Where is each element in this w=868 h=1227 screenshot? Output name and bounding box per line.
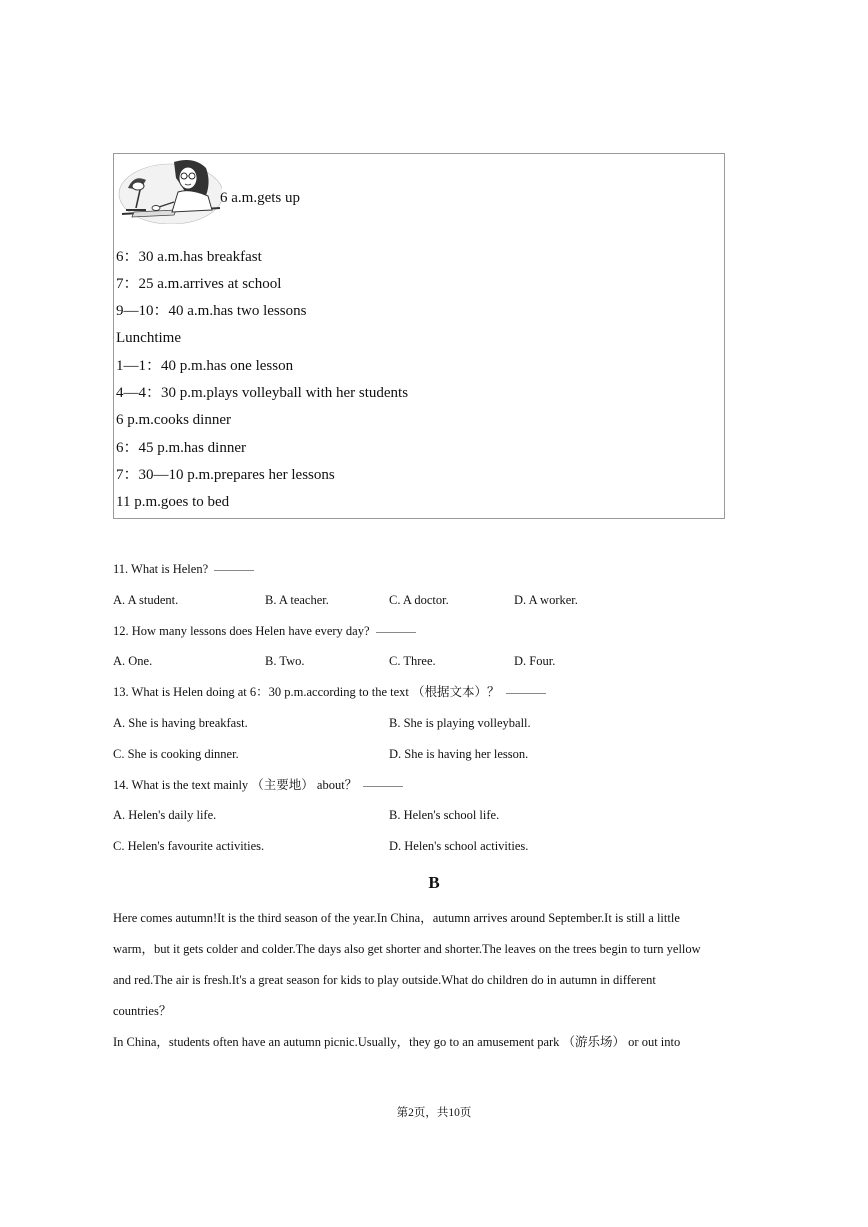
option-a: A. Helen's daily life.	[113, 808, 217, 822]
section-heading: B	[428, 873, 440, 892]
question-11	[113, 561, 254, 577]
schedule-item: 9—10：40 a.m.has two lessons	[116, 303, 307, 319]
answer-blank[interactable]	[363, 785, 403, 787]
option-c: C. Helen's favourite activities.	[113, 839, 265, 853]
page-number: 第2页，共10页	[396, 1107, 472, 1119]
schedule-item: 6 a.m.gets up	[220, 190, 300, 206]
answer-blank[interactable]	[506, 692, 546, 694]
option-c: C. She is cooking dinner.	[113, 747, 239, 761]
schedule-item: 1—1：40 p.m.has one lesson	[116, 358, 294, 374]
question-stem: 12. How many lessons does Helen have every day?	[113, 624, 370, 638]
passage-line: Here comes autumn!It is the third season of the year.In China，autumn arrives around September.It is still a little	[113, 911, 680, 925]
option-a: A. She is having breakfast.	[113, 716, 248, 730]
question-stem: 13. What is Helen doing at 6：30 p.m.according to the text （根据文本）？	[113, 685, 500, 699]
option-d: D. Four.	[514, 654, 556, 668]
question-14	[113, 777, 403, 793]
question-stem: 11. What is Helen?	[113, 562, 209, 576]
option-b: B. She is playing volleyball.	[389, 716, 531, 730]
option-a: A. A student.	[113, 593, 179, 607]
answer-blank[interactable]	[376, 631, 416, 633]
option-b: B. Helen's school life.	[389, 808, 500, 822]
passage-line: countries？	[113, 1004, 172, 1018]
option-a: A. One.	[113, 654, 153, 668]
option-b: B. Two.	[265, 654, 305, 668]
schedule-box	[113, 153, 725, 519]
question-13	[113, 684, 546, 700]
passage-line: and red.The air is fresh.It's a great season for kids to play outside.What do children do in autumn in different	[113, 973, 656, 987]
option-c: C. Three.	[389, 654, 436, 668]
schedule-item: 7：30—10 p.m.prepares her lessons	[116, 467, 335, 483]
schedule-item: 11 p.m.goes to bed	[116, 494, 230, 510]
schedule-item: 6：45 p.m.has dinner	[116, 440, 246, 456]
passage-line: warm，but it gets colder and colder.The days also get shorter and shorter.The leaves on the trees begin to turn yellow	[113, 942, 701, 956]
option-d: D. She is having her lesson.	[389, 747, 529, 761]
schedule-item: 6：30 a.m.has breakfast	[116, 249, 262, 265]
question-12	[113, 623, 416, 639]
schedule-item: 6 p.m.cooks dinner	[116, 412, 231, 428]
option-c: C. A doctor.	[389, 593, 449, 607]
answer-blank[interactable]	[214, 569, 254, 571]
schedule-item: 4—4：30 p.m.plays volleyball with her students	[116, 385, 409, 401]
option-d: D. A worker.	[514, 593, 578, 607]
question-stem: 14. What is the text mainly （主要地） about？	[113, 778, 358, 792]
option-d: D. Helen's school activities.	[389, 839, 529, 853]
schedule-item: 7：25 a.m.arrives at school	[116, 276, 282, 292]
schedule-item: Lunchtime	[116, 330, 181, 346]
passage-line: In China，students often have an autumn picnic.Usually，they go to an amusement park （游乐场） or out into	[113, 1035, 681, 1049]
option-b: B. A teacher.	[265, 593, 329, 607]
helen-working-illustration	[116, 156, 222, 224]
